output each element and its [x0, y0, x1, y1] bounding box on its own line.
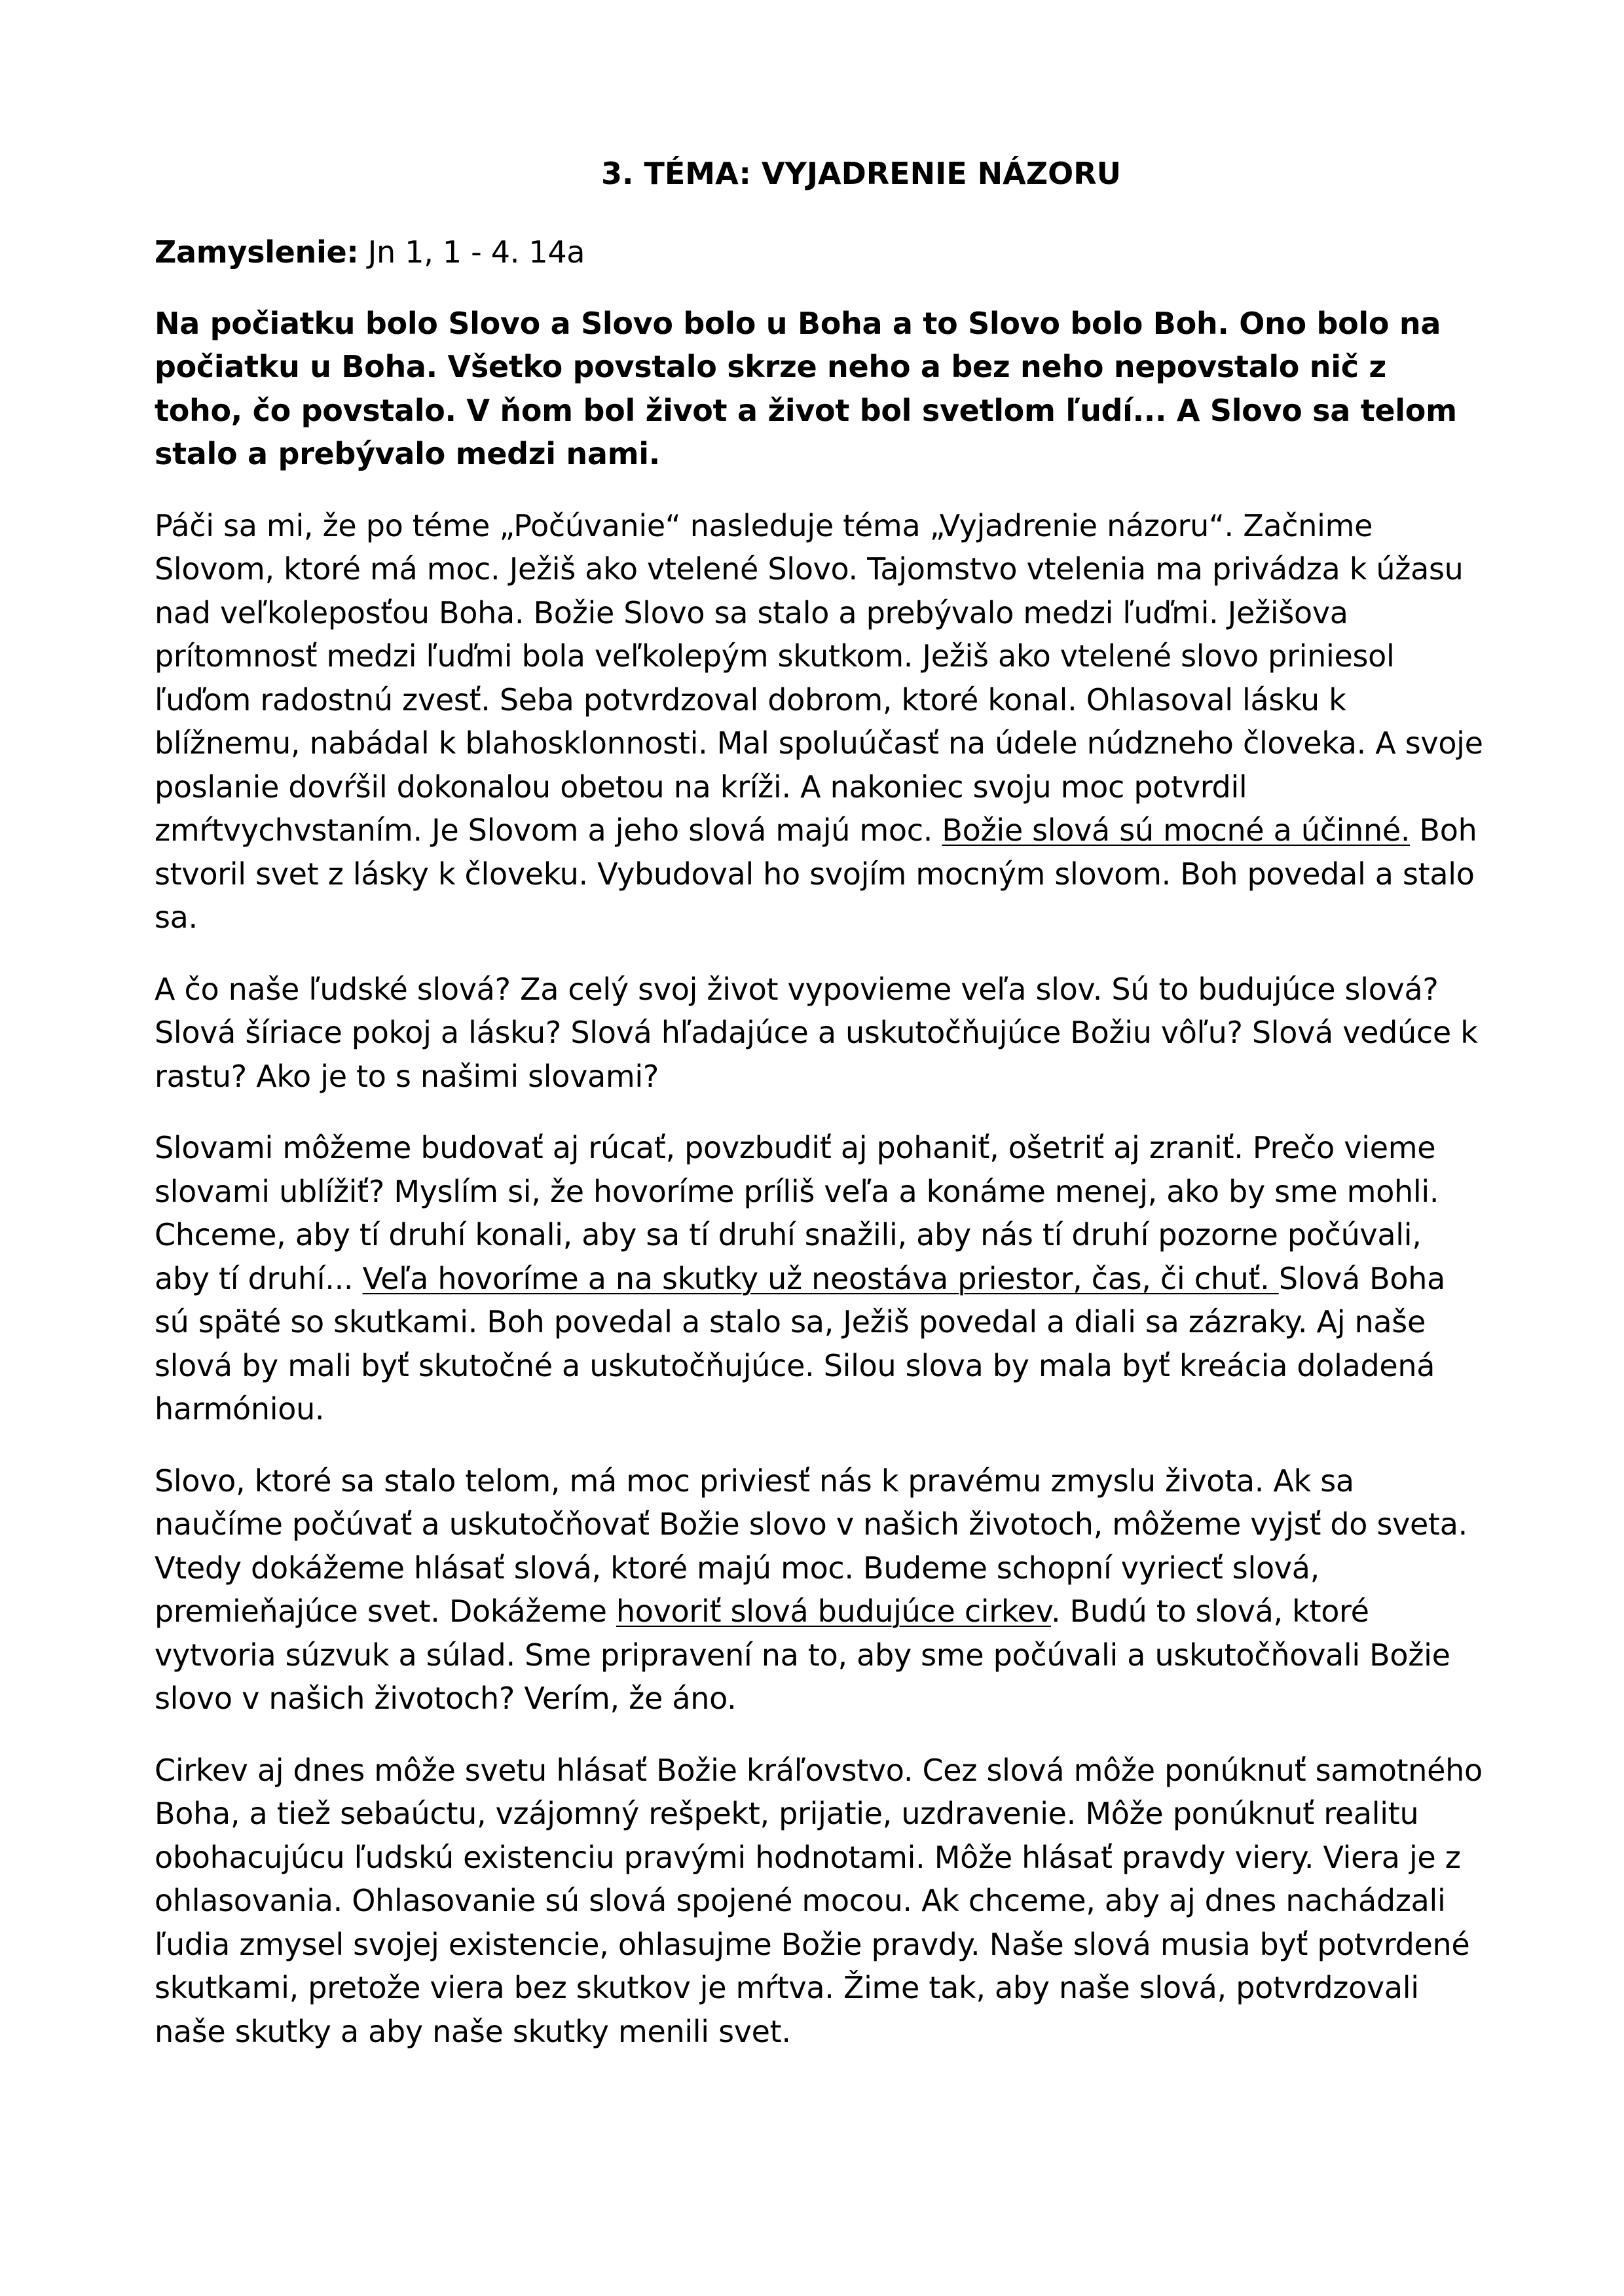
scripture-quote: Na počiatku bolo Slovo a Slovo bolo u Boha a to Slovo bolo Boh. Ono bolo na počiatku u Boha. Všetko povstalo skrze neho a bez neho nepovstalo nič z toho, čo povstalo. V ňom bol život a život bol svetlom ľudí... A Slovo sa telom stalo a prebývalo medzi nami. [155, 305, 1457, 471]
paragraph-4-underlined: hovoriť slová budujúce cirkev [616, 1594, 1051, 1629]
paragraph-1-text-start: Páči sa mi, že po téme „Počúvanie“ nasleduje téma „Vyjadrenie názoru“. Začnime Slovom, ktoré má moc. Ježiš ako vtelené Slovo. Tajomstvo vtelenia ma privádza k úžasu nad veľkoleposťou Boha. Božie Slovo sa stalo a prebývalo medzi ľuďmi. Ježišova prítomnosť medzi ľuďmi bola veľkolepým skutkom. Ježiš ako vtelené slovo priniesol ľuďom radostnú zvesť. Seba potvrdzoval dobrom, ktoré konal. Ohlasoval lásku k blížnemu, nabádal k blahosklonnosti. Mal spoluúčasť na údele núdzneho človeka. A svoje poslanie dovŕšil dokonalou obetou na kríži. A nakoniec svoju moc potvrdil zmŕtvychvstaním. Je Slovom a jeho slová majú moc. [155, 507, 1483, 848]
paragraph-1-text-end: Boh stvoril svet z lásky k človeku. Vybudoval ho svojím mocným slovom. Boh povedal a stalo sa. [155, 812, 1477, 935]
paragraph-1-underlined: Božie slová sú mocné a účinné. [942, 812, 1411, 848]
document-body [155, 230, 1484, 2081]
paragraph-5: Cirkev aj dnes môže svetu hlásať Božie kráľovstvo. Cez slová môže ponúknuť samotného Boha, a tiež sebaúctu, vzájomný rešpekt, prijatie, uzdravenie. Môže ponúknuť realitu obohacujúcu ľudskú existenciu pravými hodnotami. Môže hlásať pravdy viery. Viera je z ohlasovania. Ohlasovanie sú slová spojené mocou. Ak chceme, aby aj dnes nachádzali ľudia zmysel svojej existencie, ohlasujme Božie pravdy. Naše slová musia byť potvrdené skutkami, pretože viera bez skutkov je mŕtva. Žime tak, aby naše slová, potvrdzovali naše skutky a aby naše skutky menili svet. [155, 1752, 1483, 2049]
page-title: 3. TÉMA: VYJADRENIE NÁZORU [601, 156, 1121, 191]
paragraph-2: A čo naše ľudské slová? Za celý svoj život vypovieme veľa slov. Sú to budujúce slová? Slová šíriace pokoj a lásku? Slová hľadajúce a uskutočňujúce Božiu vôľu? Slová vedúce k rastu? Ako je to s našimi slovami? [155, 971, 1478, 1094]
paragraph-4-text-end: . Budú to slová, ktoré vytvoria súzvuk a súlad. Sme pripravení na to, aby sme počúvali a uskutočňovali Božie slovo v našich životoch? Verím, že áno. [155, 1594, 1450, 1716]
paragraph-3-text-start: Slovami môžeme budovať aj rúcať, povzbudiť aj pohaniť, ošetriť aj zraniť. Prečo vieme slovami ublížiť? Myslím si, že hovoríme príliš veľa a konáme menej, ako by sme mohli. Chceme, aby tí druhí konali, aby sa tí druhí snažili, aby nás tí druhí pozorne počúvali, aby tí druhí... [155, 1130, 1439, 1296]
paragraph-4-text-start: Slovo, ktoré sa stalo telom, má moc priviesť nás k pravému zmyslu života. Ak sa naučíme počúvať a uskutočňovať Božie slovo v našich životoch, môžeme vyjsť do sveta. Vtedy dokážeme hlásať slová, ktoré majú moc. Budeme schopní vyriecť slová, premieňajúce svet. Dokážeme [155, 1463, 1467, 1629]
paragraph-4 [155, 1459, 1484, 1721]
paragraph-1 [155, 504, 1484, 939]
reflection-label: Zamyslenie: [155, 234, 359, 270]
reflection-line [155, 230, 1484, 274]
paragraph-3 [155, 1126, 1484, 1431]
paragraph-3-underlined: Veľa hovoríme a na skutky už neostáva priestor, čas, či chuť. [362, 1260, 1279, 1296]
paragraph-3-text-end: Slová Boha sú späté so skutkami. Boh povedal a stalo sa, Ježiš povedal a diali sa zázraky. Aj naše slová by mali byť skutočné a uskutočňujúce. Silou slova by mala byť kreácia doladená harmóniou. [155, 1260, 1446, 1427]
reflection-reference: Jn 1, 1 - 4. 14a [358, 234, 585, 270]
